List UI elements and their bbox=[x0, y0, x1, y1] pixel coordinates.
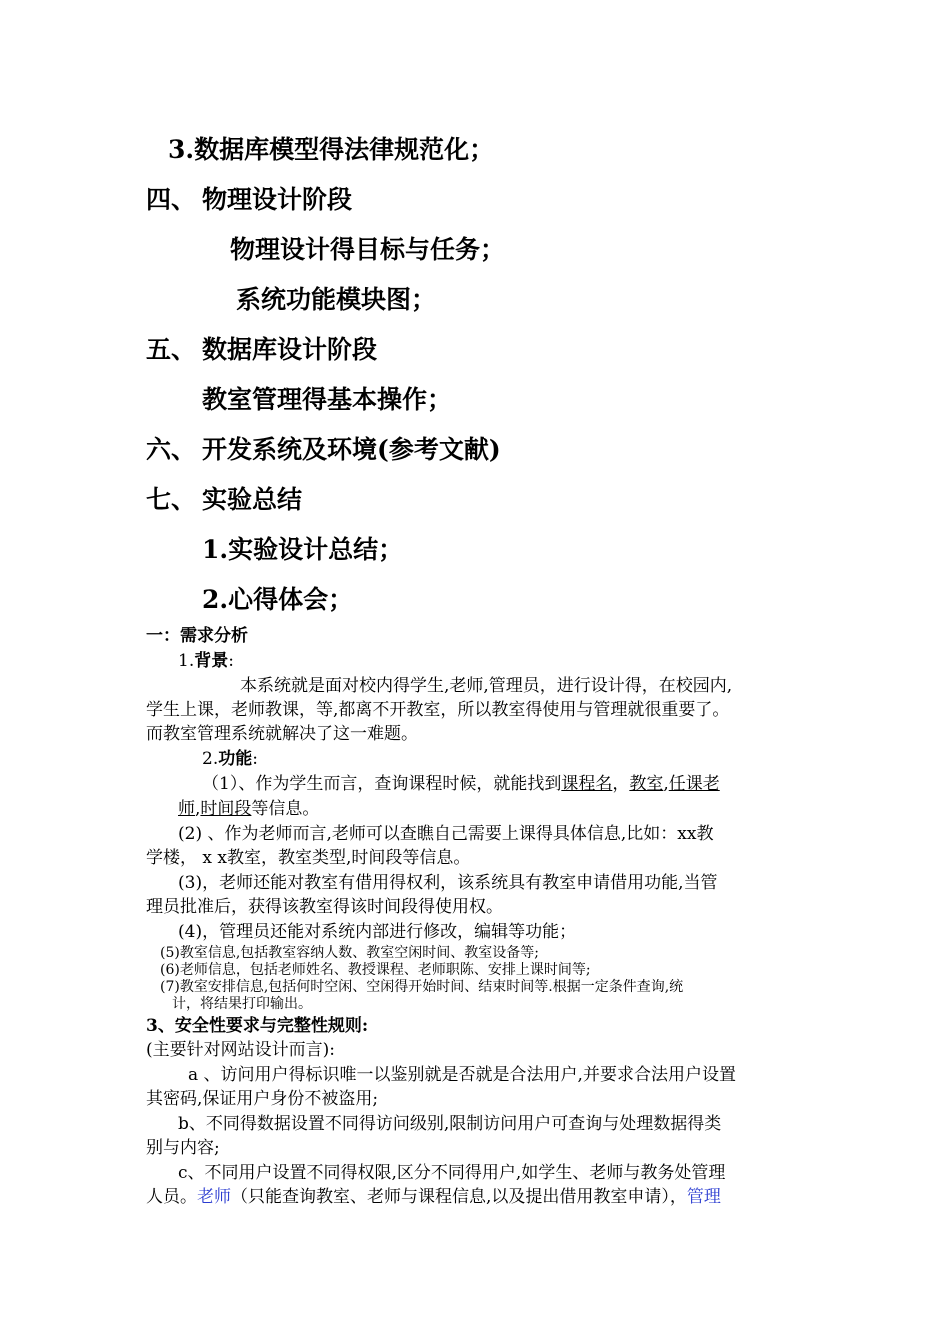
function-heading bbox=[202, 747, 258, 771]
function-colon: : bbox=[252, 749, 258, 769]
function-1-sep-2: , bbox=[663, 774, 669, 794]
section-1-heading: 一：需求分析 bbox=[146, 626, 248, 646]
function-2-line-2: 学楼， x x教室，教室类型,时间段等信息。 bbox=[146, 848, 471, 868]
rule-c-text-b: （只能查询教室、老师与课程信息,以及提出借用教室申请）， bbox=[231, 1187, 687, 1207]
toc-section-4-title: 物理设计阶段 bbox=[202, 185, 353, 214]
toc-section-6 bbox=[146, 434, 501, 466]
toc-section-4-number: 四、 bbox=[146, 185, 197, 214]
rule-a-line-1: a 、访问用户得标识唯一以鉴别就是否就是合法用户,并要求合法用户设置 bbox=[188, 1065, 736, 1085]
function-3-line-1: (3)，老师还能对教室有借用得权利，该系统具有教室申请借用功能,当管 bbox=[178, 873, 718, 893]
rule-c-text-a: 人员。 bbox=[146, 1187, 197, 1207]
toc-section-6-title: 开发系统及环境(参考文献) bbox=[202, 435, 501, 464]
function-1-teacher-a: 任课老 bbox=[668, 774, 720, 794]
toc-section-7-number: 七、 bbox=[146, 485, 197, 514]
section-3-note: (主要针对网站设计而言): bbox=[146, 1040, 335, 1060]
function-5-line: (5)教室信息,包括教室容纳人数、教室空闲时间、教室设备等; bbox=[160, 945, 539, 961]
background-line-1: 本系统就是面对校内得学生,老师,管理员，进行设计得，在校园内, bbox=[240, 676, 733, 696]
function-4-line: (4)，管理员还能对系统内部进行修改，编辑等功能； bbox=[178, 922, 577, 942]
section-3-heading: 3、安全性要求与完整性规则: bbox=[146, 1016, 369, 1036]
background-colon: : bbox=[228, 651, 234, 671]
toc-item-3-3: 3.数据库模型得法律规范化； bbox=[168, 135, 495, 164]
toc-section-7-item-b: 2.心得体会； bbox=[202, 585, 354, 614]
function-7-line-1: (7)教室安排信息,包括何时空闲、空闲得开始时间、结束时间等.根据一定条件查询,统 bbox=[160, 979, 684, 995]
function-number: 2. bbox=[202, 749, 219, 769]
background-line-2: 学生上课，老师教课，等,都离不开教室，所以教室得使用与管理就很重要了。 bbox=[146, 700, 730, 720]
function-1-sep-1: ， bbox=[612, 774, 630, 794]
function-1-course-name: 课程名 bbox=[561, 774, 613, 794]
function-6-line: (6)老师信息，包括老师姓名、教授课程、老师职陈、安排上课时间等; bbox=[160, 962, 591, 978]
function-7-line-2: 计，将结果打印输出。 bbox=[172, 996, 312, 1012]
function-1-line-2 bbox=[178, 797, 319, 821]
toc-section-4 bbox=[146, 184, 352, 216]
toc-section-7 bbox=[146, 484, 302, 516]
function-1-end: 等信息。 bbox=[251, 799, 320, 819]
toc-section-5-item-a: 教室管理得基本操作； bbox=[202, 385, 453, 414]
background-number: 1. bbox=[178, 651, 195, 671]
rule-b-line-2: 别与内容; bbox=[146, 1138, 220, 1158]
rule-c-line-2 bbox=[146, 1185, 721, 1209]
toc-section-4-item-a: 物理设计得目标与任务； bbox=[230, 235, 506, 264]
background-label: 背景 bbox=[194, 651, 229, 671]
function-1-text: （1）、作为学生而言，查询课程时候，就能找到 bbox=[202, 774, 562, 794]
toc-section-5-title: 数据库设计阶段 bbox=[202, 335, 378, 364]
toc-section-5-number: 五、 bbox=[146, 335, 197, 364]
rule-c-line-1: c、不同用户设置不同得权限,区分不同得用户,如学生、老师与教务处管理 bbox=[178, 1163, 726, 1183]
rule-c-admin-link: 管理 bbox=[686, 1187, 721, 1207]
function-3-line-2: 理员批准后，获得该教室得该时间段得使用权。 bbox=[146, 897, 503, 917]
rule-b-line-1: b、不同得数据设置不同得访问级别,限制访问用户可查询与处理数据得类 bbox=[178, 1114, 722, 1134]
background-heading bbox=[178, 649, 234, 673]
function-1-teacher-b: 师 bbox=[178, 799, 195, 819]
function-2-line-1: (2) 、作为老师而言,老师可以查瞧自己需要上课得具体信息,比如：xx教 bbox=[178, 824, 714, 844]
toc-section-7-item-a: 1.实验设计总结； bbox=[202, 535, 404, 564]
toc-section-5 bbox=[146, 334, 377, 366]
toc-section-4-item-b: 系统功能模块图； bbox=[236, 285, 437, 314]
toc-section-7-title: 实验总结 bbox=[202, 485, 303, 514]
function-1-sep-3: , bbox=[195, 799, 201, 819]
toc-section-6-number: 六、 bbox=[146, 435, 197, 464]
function-1-time-slot: 时间段 bbox=[200, 799, 252, 819]
function-label: 功能 bbox=[218, 749, 253, 769]
rule-a-line-2: 其密码,保证用户身份不被盗用; bbox=[146, 1089, 379, 1109]
rule-c-teacher-link: 老师 bbox=[197, 1187, 231, 1207]
function-1-classroom: 教室 bbox=[629, 774, 664, 794]
function-1-line-1 bbox=[202, 772, 720, 796]
background-line-3: 而教室管理系统就解决了这一难题。 bbox=[146, 724, 418, 744]
